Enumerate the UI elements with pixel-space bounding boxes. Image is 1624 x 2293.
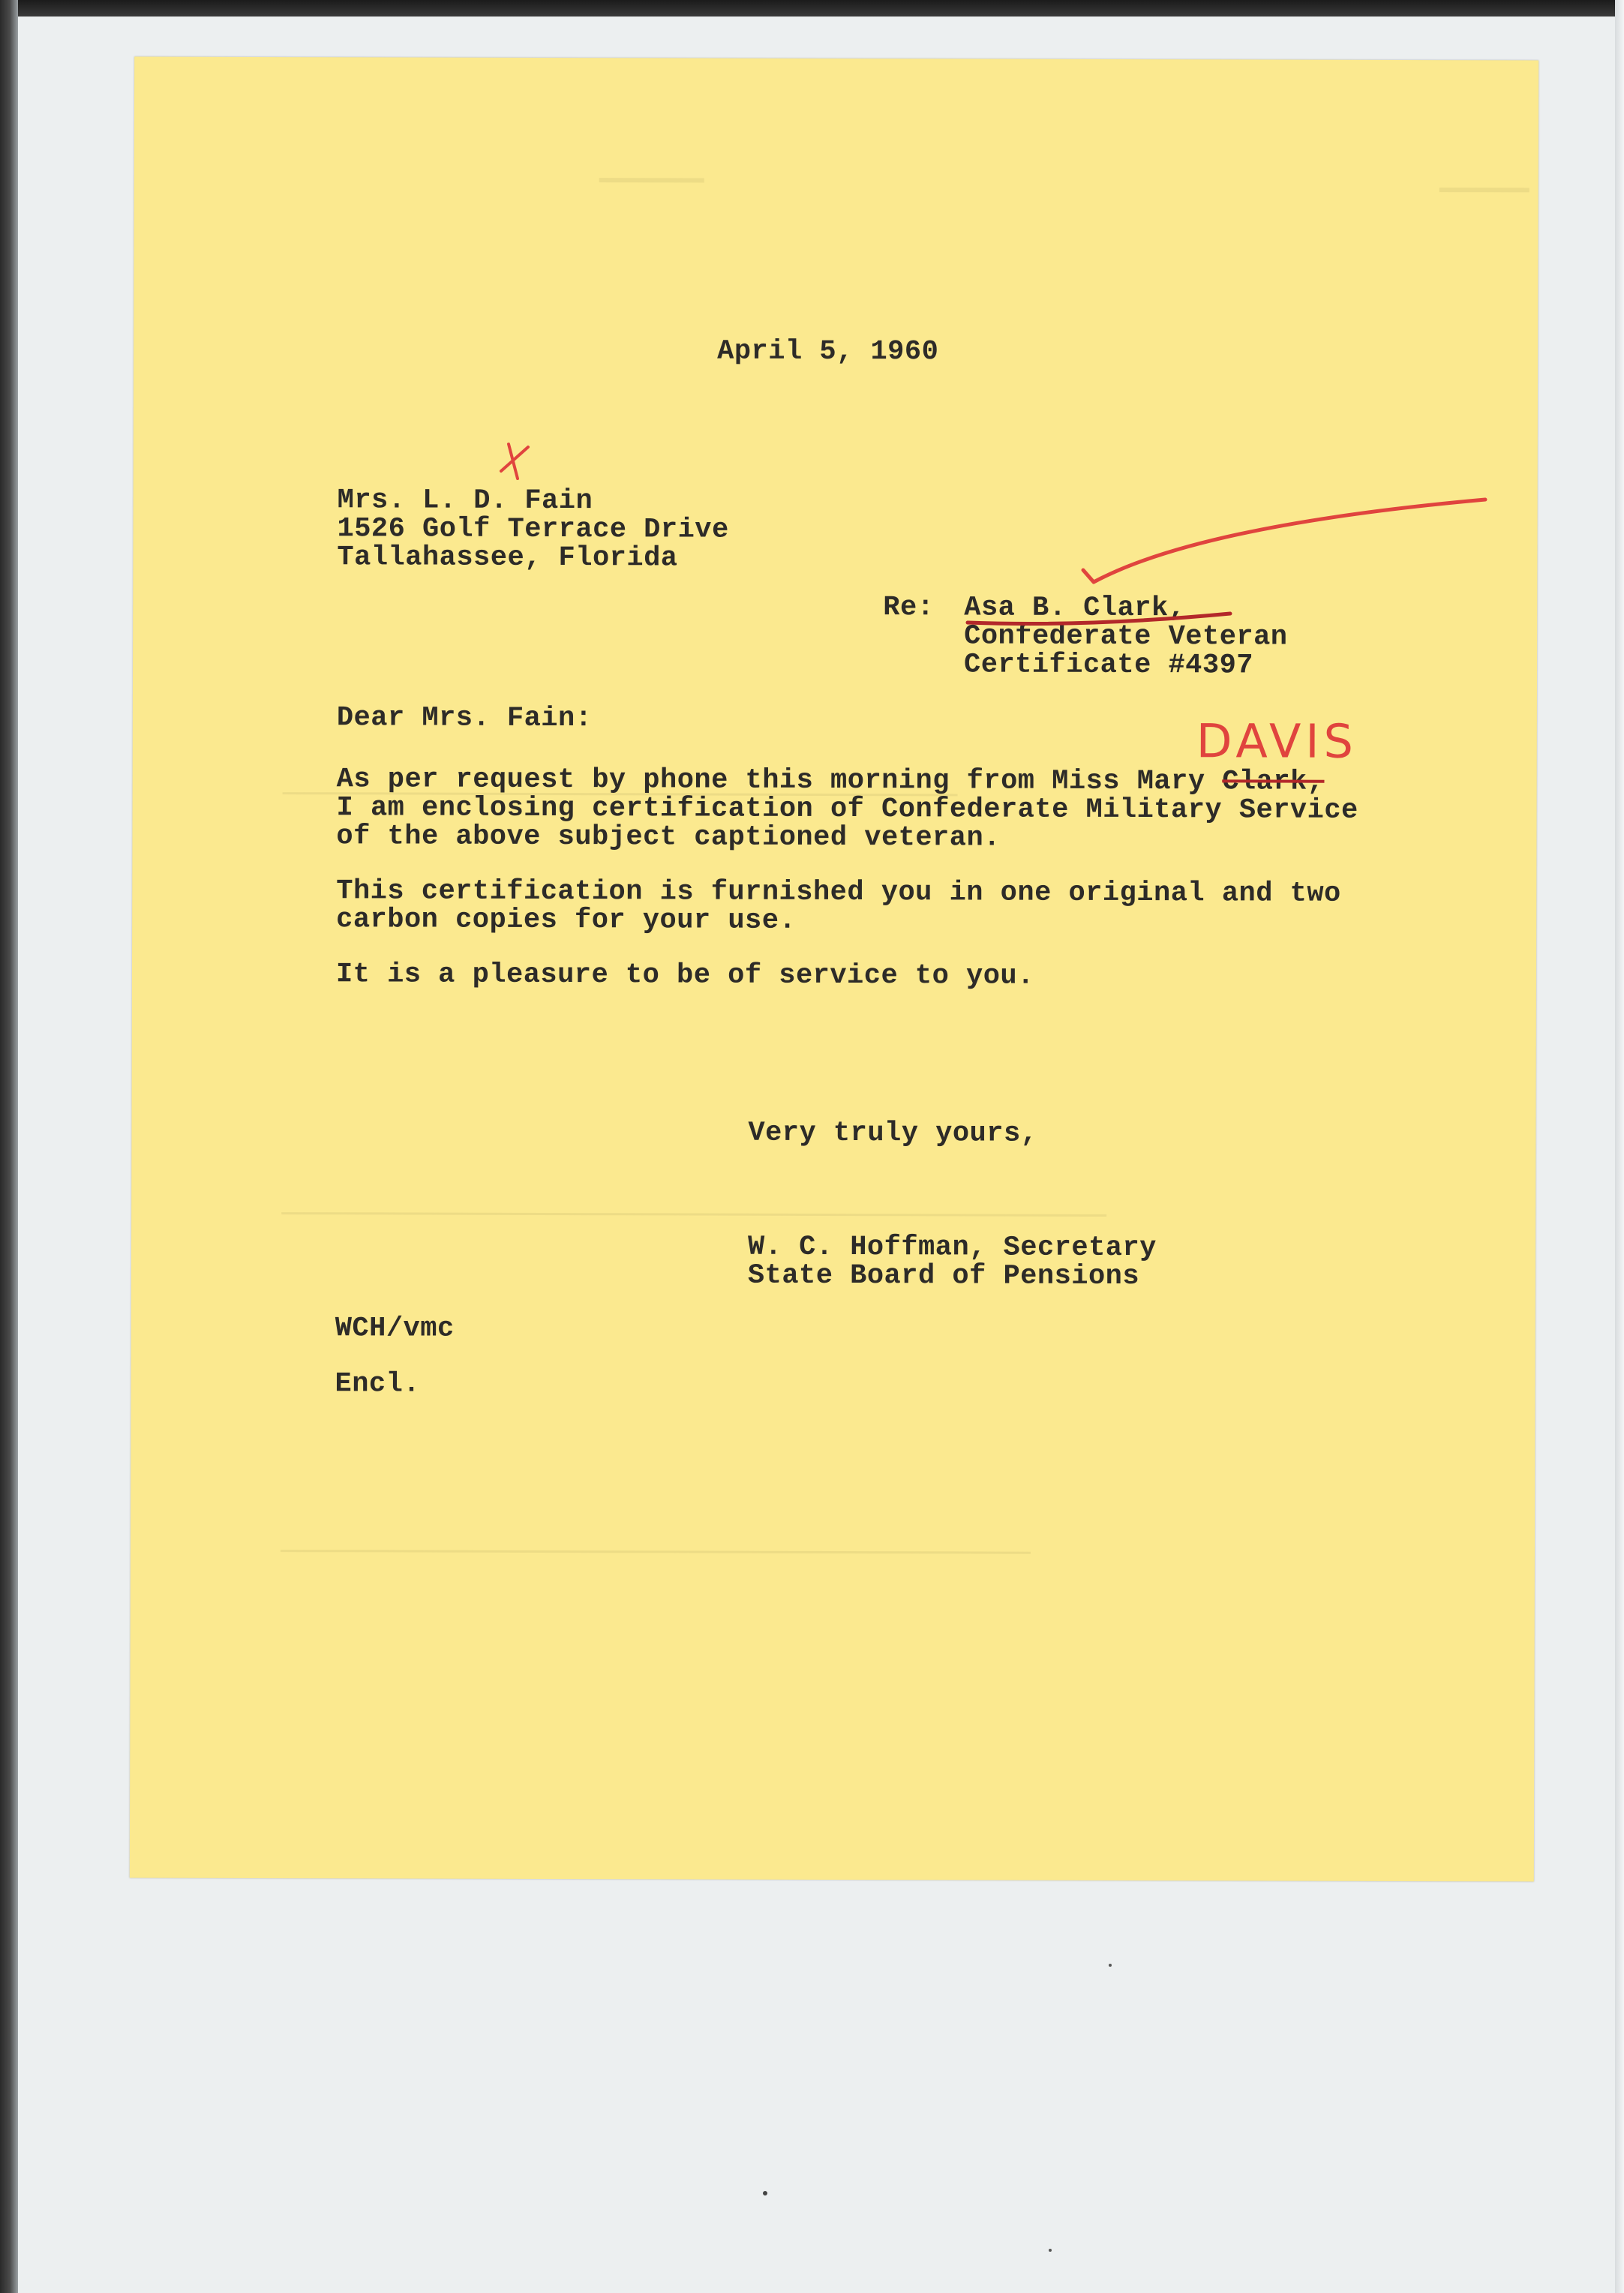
recipient-name: Mrs. L. D. Fain bbox=[337, 485, 593, 518]
recipient-street: 1526 Golf Terrace Drive bbox=[337, 513, 729, 546]
handwritten-correction-davis: DAVIS bbox=[1196, 713, 1358, 769]
salutation: Dear Mrs. Fain: bbox=[336, 702, 593, 735]
signature-organization: State Board of Pensions bbox=[747, 1259, 1140, 1293]
bleed-through-mark bbox=[1439, 188, 1529, 192]
reference-certificate-number: Certificate #4397 bbox=[964, 649, 1254, 682]
bleed-through-mark bbox=[599, 178, 704, 182]
reference-initials: WCH/vmc bbox=[335, 1313, 455, 1345]
bleed-through-mark bbox=[281, 1212, 1106, 1217]
dust-speck bbox=[1109, 1964, 1112, 1967]
paragraph1-line2: I am enclosing certification of Confederate Military Service bbox=[336, 792, 1358, 827]
scanner-edge-top bbox=[0, 0, 1624, 17]
scanner-edge-left bbox=[0, 0, 18, 2293]
reference-veteran-name: Asa B. Clark, bbox=[964, 592, 1186, 625]
signature-name-title: W. C. Hoffman, Secretary bbox=[747, 1231, 1157, 1265]
enclosure-notation: Encl. bbox=[335, 1368, 421, 1400]
recipient-city: Tallahassee, Florida bbox=[337, 542, 678, 575]
paragraph1-line1-text: As per request by phone this morning from Miss Mary bbox=[336, 764, 1223, 798]
paragraph2-line1: This certification is furnished you in one original and two bbox=[336, 875, 1341, 910]
letter-page bbox=[130, 57, 1538, 1882]
dust-speck bbox=[1049, 2249, 1052, 2252]
reference-veteran-status: Confederate Veteran bbox=[964, 620, 1288, 653]
struck-name-text: Clark, bbox=[1222, 766, 1325, 798]
paragraph1-line3: of the above subject captioned veteran. bbox=[336, 821, 1001, 854]
dust-speck bbox=[763, 2191, 767, 2195]
scanner-edge-right bbox=[1615, 0, 1624, 2293]
letter-date: April 5, 1960 bbox=[717, 335, 939, 368]
paragraph1-line1 bbox=[337, 765, 1325, 796]
paragraph3: It is a pleasure to be of service to you. bbox=[335, 959, 1034, 992]
reference-label: Re: bbox=[883, 592, 935, 624]
paragraph2-line2: carbon copies for your use. bbox=[336, 904, 797, 937]
closing: Very truly yours, bbox=[748, 1117, 1038, 1150]
bleed-through-mark bbox=[281, 1550, 1031, 1554]
